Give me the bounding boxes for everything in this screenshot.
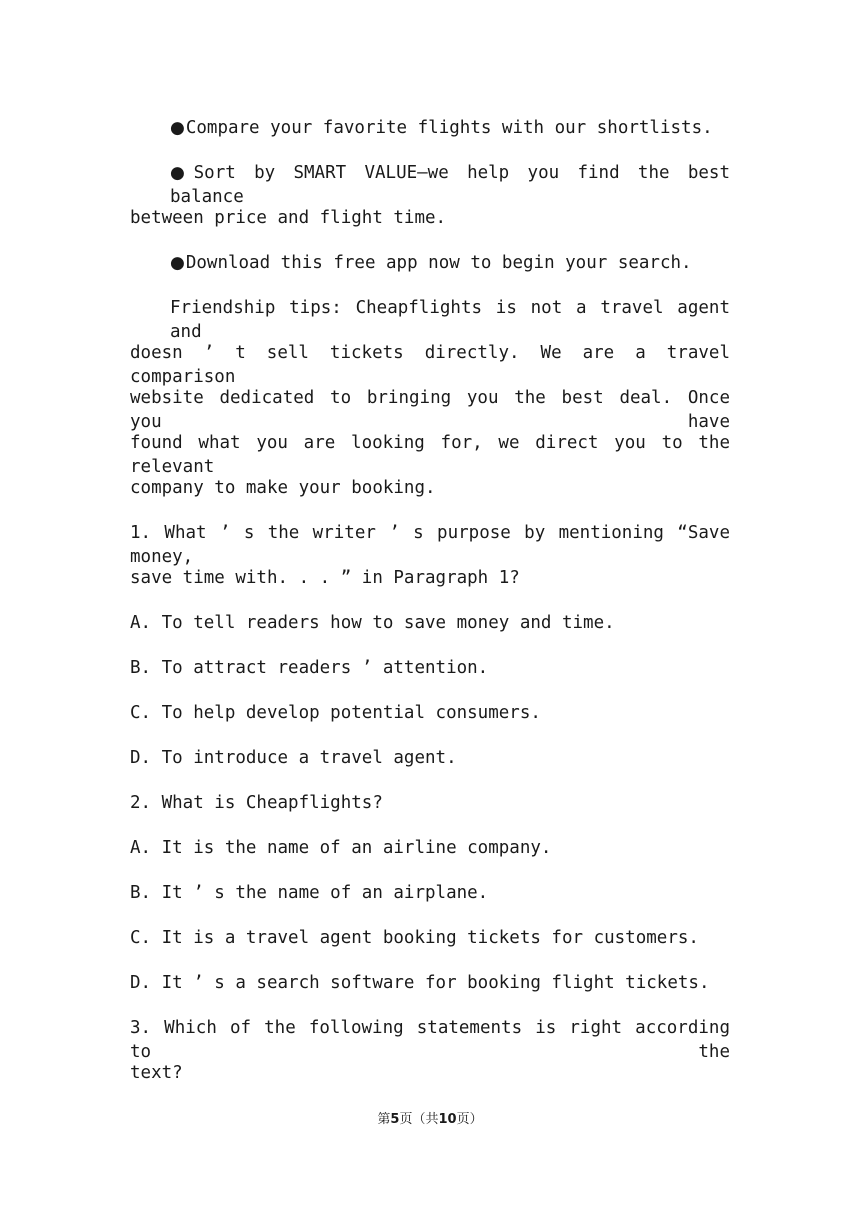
bullet-dot-icon: ● (170, 253, 185, 273)
question-stem: save time with. . . ” in Paragraph 1? (130, 568, 520, 588)
bullet-text: Sort by SMART VALUE—we help you find the best balance (170, 163, 730, 207)
question-stem: 3. Which of the following statements is right according to the (130, 1018, 730, 1062)
answer-option: B. To attract readers ’ attention. (130, 658, 489, 678)
answer-option: C. It is a travel agent booking tickets for customers. (130, 928, 699, 948)
question-stem: 1. What ’ s the writer ’ s purpose by mentioning “Save money, (130, 523, 730, 567)
tips-line: Friendship tips: Cheapflights is not a travel agent and (170, 298, 730, 342)
footer-middle: 页（共 (399, 1112, 439, 1127)
bullet-text: Compare your favorite flights with our shortlists. (185, 118, 713, 138)
tips-line: doesn ’ t sell tickets directly. We are a travel comparison (130, 343, 730, 387)
bullet-dot-icon: ● (170, 163, 193, 183)
bullet-item (170, 116, 730, 140)
question-stem: 2. What is Cheapflights? (130, 793, 383, 813)
question-stem: text? (130, 1063, 183, 1083)
answer-option: C. To help develop potential consumers. (130, 703, 541, 723)
tips-line: found what you are looking for, we direct you to the relevant (130, 433, 730, 477)
footer-page-number: 5 (390, 1112, 400, 1127)
bullet-text: Download this free app now to begin your search. (185, 253, 692, 273)
bullet-dot-icon: ● (170, 118, 185, 138)
bullet-item (170, 161, 730, 207)
page-footer (0, 1110, 860, 1130)
bullet-item (170, 251, 730, 275)
answer-option: B. It ’ s the name of an airplane. (130, 883, 489, 903)
footer-suffix: 页） (456, 1112, 483, 1127)
tips-line: website dedicated to bringing you the best deal. Once you have (130, 388, 730, 432)
footer-prefix: 第 (377, 1112, 391, 1127)
bullet-continuation: between price and flight time. (130, 208, 447, 228)
tips-line: company to make your booking. (130, 478, 436, 498)
footer-total-pages: 10 (438, 1112, 457, 1127)
answer-option: A. It is the name of an airline company. (130, 838, 552, 858)
answer-option: D. It ’ s a search software for booking flight tickets. (130, 973, 710, 993)
answer-option: A. To tell readers how to save money and time. (130, 613, 615, 633)
answer-option: D. To introduce a travel agent. (130, 748, 457, 768)
